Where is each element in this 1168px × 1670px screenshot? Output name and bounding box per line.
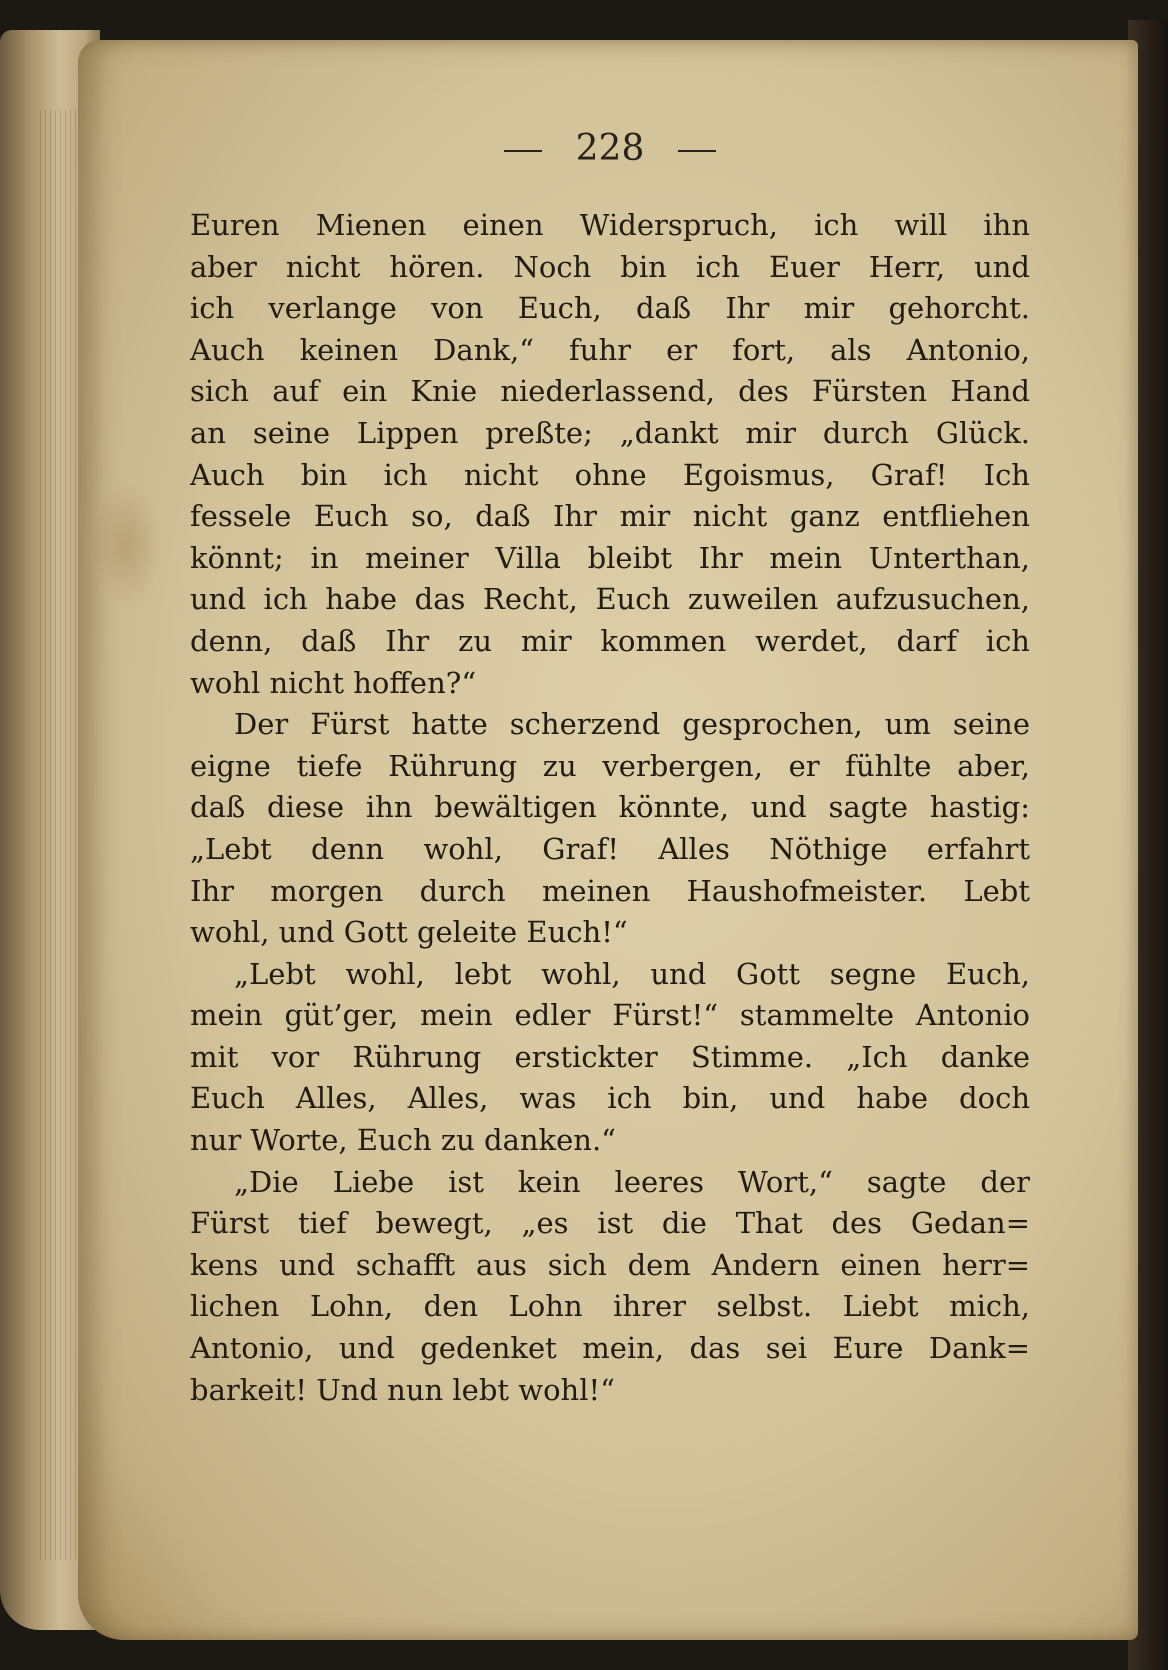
text-line: Antonio, und gedenket mein, das sei Eure Dank= (190, 1331, 1030, 1366)
text-line: sich auf ein Knie niederlassend, des Fürsten Hand (190, 374, 1030, 409)
text-line: nur Worte, Euch zu danken.“ (190, 1123, 616, 1158)
text-line: aber nicht hören. Noch bin ich Euer Herr, und (190, 249, 1030, 284)
text-line: mein güt’ger, mein edler Fürst!“ stammelte Antonio (190, 998, 1030, 1033)
text-line: „Lebt denn wohl, Graf! Alles Nöthige erfahrt (190, 831, 1030, 866)
text-line: an seine Lippen preßte; „dankt mir durch Glück. (190, 415, 1030, 450)
text-line: „Lebt wohl, lebt wohl, und Gott segne Euch, (234, 956, 1030, 991)
text-line: Auch bin ich nicht ohne Egoismus, Graf! Ich (190, 457, 1030, 492)
paper-stain (92, 480, 162, 610)
text-line: denn, daß Ihr zu mir kommen werdet, darf ich (190, 623, 1030, 658)
header-dash-left (504, 150, 542, 152)
text-line: mit vor Rührung erstickter Stimme. „Ich danke (190, 1039, 1030, 1074)
text-line: kens und schafft aus sich dem Andern einen herr= (190, 1247, 1030, 1282)
body-text (190, 205, 1030, 1411)
text-line: Der Fürst hatte scherzend gesprochen, um seine (234, 707, 1030, 742)
text-line: Auch keinen Dank,“ fuhr er fort, als Antonio, (190, 332, 1030, 367)
text-line: fessele Euch so, daß Ihr mir nicht ganz entfliehen (190, 499, 1030, 534)
text-line: ich verlange von Euch, daß Ihr mir gehorcht. (190, 291, 1030, 326)
text-line: eigne tiefe Rührung zu verbergen, er fühlte aber, (190, 748, 1030, 783)
text-line: „Die Liebe ist kein leeres Wort,“ sagte der (234, 1164, 1030, 1199)
text-line: Fürst tief bewegt, „es ist die That des Gedan= (190, 1206, 1030, 1241)
text-line: wohl, und Gott geleite Euch!“ (190, 915, 628, 950)
header-dash-right (678, 150, 716, 152)
text-line: wohl nicht hoffen?“ (190, 665, 477, 700)
text-line: und ich habe das Recht, Euch zuweilen aufzusuchen, (190, 582, 1030, 617)
text-line: lichen Lohn, den Lohn ihrer selbst. Liebt mich, (190, 1289, 1030, 1324)
text-line: Euch Alles, Alles, was ich bin, und habe doch (190, 1081, 1030, 1116)
page-number: 228 (575, 128, 645, 169)
text-line: Euren Mienen einen Widerspruch, ich will ihn (190, 208, 1030, 242)
page-header (190, 128, 1030, 169)
text-line: könnt; in meiner Villa bleibt Ihr mein Unterthan, (190, 540, 1030, 575)
text-line: daß diese ihn bewältigen könnte, und sagte hastig: (190, 790, 1030, 825)
text-line: Ihr morgen durch meinen Haushofmeister. Lebt (190, 873, 1030, 908)
text-line: barkeit! Und nun lebt wohl!“ (190, 1372, 615, 1407)
